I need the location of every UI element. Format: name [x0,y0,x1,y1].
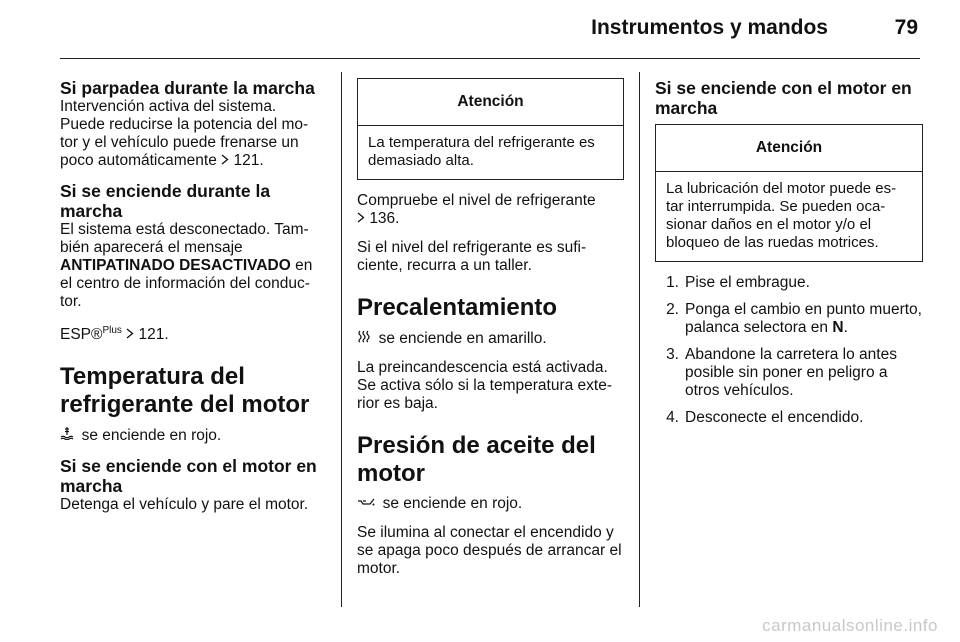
esp-superscript: Plus [102,325,122,336]
page-reference[interactable]: 121. [233,152,264,169]
heading-oil-pressure: Presión de aceite del motor [357,432,596,487]
heading-lights-driving: Si se enciende durante la marcha [60,181,271,221]
step-number: 2. [666,301,679,318]
column-divider-1 [341,72,342,607]
paragraph-stop-vehicle: Detenga el vehículo y pare el motor. [60,496,309,514]
paragraph-coolant-light-text: se enciende en rojo. [81,427,222,445]
column-divider-2 [639,72,640,607]
reference-arrow-icon [221,152,233,169]
column-2 [357,78,624,589]
page-reference[interactable]: 121. [138,326,169,344]
column-1 [60,78,325,525]
notice-title: Atención [656,125,922,172]
paragraph-oil-light-text: se enciende en rojo. [382,495,523,512]
list-item [655,274,923,292]
paragraph-system-off-tail: en el centro de información del conduc-tor. [60,257,313,310]
step-text: Desconecte el encendido. [685,409,864,426]
coolant-temperature-icon [60,428,78,443]
paragraph-intervention-text: Intervención activa del sistema. Puede reducirse la potencia del mo-tor y el vehículo puede frenarse un poco automáticamente [60,98,309,169]
step-number: 4. [666,409,679,426]
paragraph-glow-light-text: se enciende en amarillo. [378,330,547,347]
heading-coolant-temperature: Temperatura del refrigerante del motor [60,363,310,419]
steps-list [655,274,923,427]
paragraph-system-off-text: El sistema está desconectado. Tam-bién aparecerá el mensaje [60,221,309,256]
paragraph-coolant-light [60,426,325,445]
paragraph-check-coolant-text: Compruebe el nivel de refrigerante [357,192,596,209]
paragraph-system-off [60,221,325,311]
oil-pressure-icon [357,496,379,511]
page-number: 79 [894,16,918,39]
notice-body: La lubricación del motor puede es-tar interrumpida. Se pueden oca-sionar daños en el motor y/o el bloqueo de las ruedas motrices. [666,180,897,251]
notice-title: Atención [358,79,623,126]
step-number: 1. [666,274,679,291]
paragraph-coolant-sufficient: Si el nivel del refrigerante es sufi-ciente, recurra a un taller. [357,239,587,274]
header-title: Instrumentos y mandos [591,16,828,39]
notice-box-lubrication [655,124,923,262]
header-rule [60,58,920,59]
list-item [655,301,923,337]
list-item [655,409,923,427]
paragraph-oil-light [357,495,624,513]
message-text: ANTIPATINADO DESACTIVADO [60,257,291,274]
notice-box-coolant [357,78,624,180]
reference-arrow-icon [126,326,138,343]
paragraph-esp-plus [60,322,325,344]
step-text: Ponga el cambio en punto muerto, palanca selectora en [685,301,922,336]
heading-preheating: Precalentamiento [357,294,558,321]
glow-plug-icon [357,331,375,346]
paragraph-glow-active: La preincandescencia está activada. Se activa sólo si la temperatura exte-rior es baja. [357,359,613,412]
step-text-wrapper: Ponga el cambio en punto muerto, palanca selectora en N. [685,301,922,336]
page-reference[interactable]: 136. [369,210,400,227]
reference-arrow-icon [357,210,369,227]
paragraph-glow-light [357,329,624,348]
heading-lights-engine-running: Si se enciende con el motor en marcha [655,78,912,118]
esp-label: ESP® [60,326,103,344]
column-3 [655,78,923,436]
paragraph-intervention [60,98,325,170]
list-item [655,346,923,400]
step-number: 3. [666,346,679,363]
heading-lights-engine-running: Si se enciende con el motor en marcha [60,456,317,497]
paragraph-oil-ignition: Se ilumina al conectar el encendido y se apaga poco después de arrancar el motor. [357,524,622,577]
paragraph-check-coolant [357,192,624,228]
watermark: carmanualsonline.info [762,616,938,635]
gear-position: N [832,319,844,336]
step-text: Abandone la carretera lo antes posible sin poner en peligro a otros vehículos. [685,346,897,399]
heading-blink-driving: Si parpadea durante la marcha [60,78,315,98]
step-text: Pise el embrague. [685,274,810,291]
notice-body: La temperatura del refrigerante es demasiado alta. [368,134,595,169]
